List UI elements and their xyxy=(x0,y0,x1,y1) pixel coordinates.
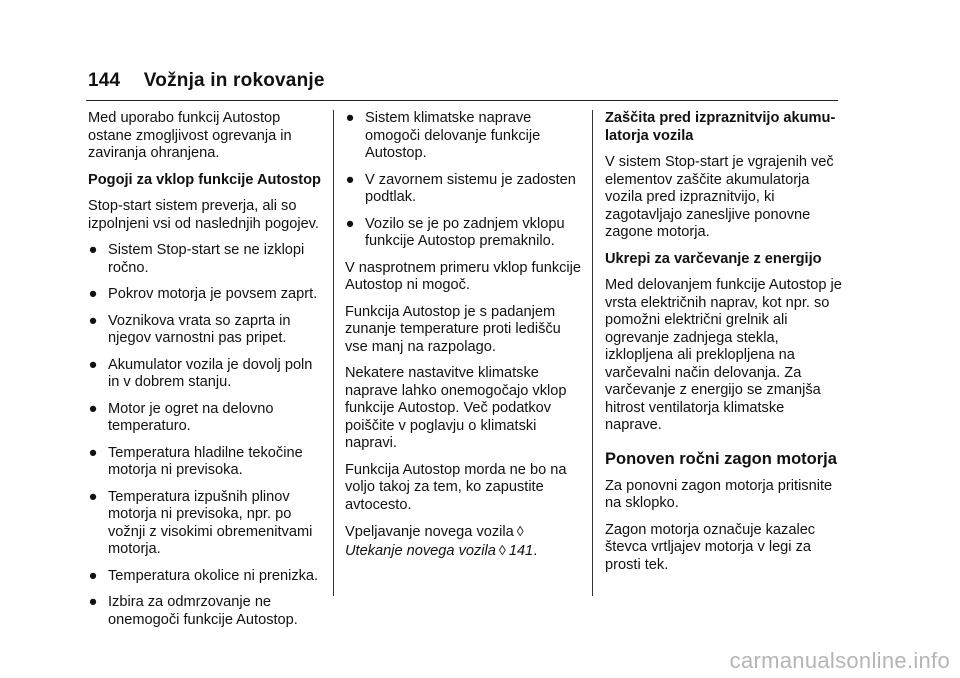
section-heading-manual-restart: Ponoven ročni zagon motorja xyxy=(605,449,837,468)
reference-page[interactable]: 141 xyxy=(508,542,534,559)
bullet-icon: ● xyxy=(88,594,98,610)
page-number: 144 xyxy=(88,70,121,91)
intro-paragraph: Med uporabo funkcij Autostop ostane zmogljivost ogrevanja in zaviranja ohranjena. xyxy=(88,110,292,161)
subheading-energy-saving: Ukrepi za varčevanje z energijo xyxy=(605,250,822,267)
paragraph: Funkcija Autostop morda ne bo na voljo takoj za tem, ko zapustite avtocesto. xyxy=(345,461,567,513)
list-item: ● Temperatura hladilne tekočine motorja ni previsoka. xyxy=(88,444,303,478)
paragraph: Za ponovni zagon motorja pritisnite na sklopko. xyxy=(605,477,833,511)
paragraph: Zagon motorja označuje kazalec števca vrtljajev motorja v legi za prosti tek. xyxy=(605,521,816,573)
list-item: ● Voznikova vrata so zaprta in njegov varnostni pas pripet. xyxy=(88,312,291,346)
list-item: ● Temperatura izpušnih plinov motorja ni previsoka, npr. po vožnji z visokimi obremenitvami motorja. xyxy=(88,488,313,557)
bullet-icon: ● xyxy=(88,567,98,584)
reference-arrow-icon: ◊ xyxy=(516,523,524,539)
bullet-icon: ● xyxy=(88,286,98,302)
reference-arrow-icon: ◊ xyxy=(498,541,506,558)
cross-reference: Vpeljavanje novega vozila ◊ Utekanje novega vozila ◊ 141. xyxy=(345,523,538,559)
subheading-battery-protection: Zaščita pred izpraznitvijo akumu- latorja vozila xyxy=(605,110,836,144)
paragraph: Nekatere nastavitve klimatske naprave lahko onemogočajo vklop funkcije Autostop. Več podatkov poiščite v poglavju o klimatski napravi. xyxy=(345,365,567,451)
conditions-list-continued xyxy=(345,110,585,251)
bullet-icon: ● xyxy=(88,312,98,329)
column-divider-2 xyxy=(592,110,593,596)
bullet-icon: ● xyxy=(88,400,98,417)
paragraph: Med delovanjem funkcije Autostop je vrsta električnih naprav, kot npr. so pomožni električni grelnik ali ogrevanje zadnjega stekla, izklopljena ali preklopljena na varčevalni način delovanja. Za varčevanje z energijo se zmanjša hitrost ventilatorja klimatske naprave. xyxy=(605,277,842,433)
list-item: ● Akumulator vozila je dovolj poln in v dobrem stanju. xyxy=(88,356,313,390)
bullet-icon: ● xyxy=(88,488,98,505)
list-item: ● V zavornem sistemu je zadosten podtlak. xyxy=(345,171,576,205)
list-item: ● Motor je ogret na delovno temperaturo. xyxy=(88,400,274,434)
header-rule xyxy=(86,100,838,101)
bullet-icon: ● xyxy=(88,242,98,258)
list-item: ● Temperatura okolice ni prenizka. xyxy=(88,567,319,584)
page-header xyxy=(88,70,325,92)
column-3 xyxy=(605,110,845,583)
conditions-list xyxy=(88,242,323,629)
subheading-autostop-conditions: Pogoji za vklop funkcije Autostop xyxy=(88,171,321,188)
bullet-icon: ● xyxy=(345,215,355,232)
column-2 xyxy=(345,110,585,569)
list-item: ● Vozilo se je po zadnjem vklopu funkcije Autostop premaknilo. xyxy=(345,215,565,249)
paragraph: V nasprotnem primeru vklop funkcije Autostop ni mogoč. xyxy=(345,259,582,293)
watermark: carmanualsonline.info xyxy=(729,648,950,673)
paragraph: Funkcija Autostop je s padanjem zunanje temperature proti ledišču vse manj na razpolago. xyxy=(345,303,561,355)
paragraph: V sistem Stop-start je vgrajenih več elementov zaščite akumulatorja vozila pred izpraznitvijo, ki zagotavljajo zanesljive ponovne zagone motorja. xyxy=(605,154,834,240)
column-divider-1 xyxy=(333,110,334,596)
list-item: ● Sistem Stop-start se ne izklopi ročno. xyxy=(88,242,305,276)
conditions-intro: Stop-start sistem preverja, ali so izpolnjeni vsi od naslednjih pogojev. xyxy=(88,198,319,232)
bullet-icon: ● xyxy=(88,356,98,373)
bullet-icon: ● xyxy=(88,444,98,461)
reference-link[interactable]: Utekanje novega vozila xyxy=(345,542,496,559)
list-item: ● Izbira za odmrzovanje ne onemogoči funkcije Autostop. xyxy=(88,594,298,628)
list-item: ● Pokrov motorja je povsem zaprt. xyxy=(88,286,318,302)
bullet-icon: ● xyxy=(345,110,355,126)
bullet-icon: ● xyxy=(345,171,355,188)
column-1 xyxy=(88,110,323,638)
list-item: ● Sistem klimatske naprave omogoči delovanje funkcije Autostop. xyxy=(345,110,541,161)
page-title: Vožnja in rokovanje xyxy=(143,70,325,91)
